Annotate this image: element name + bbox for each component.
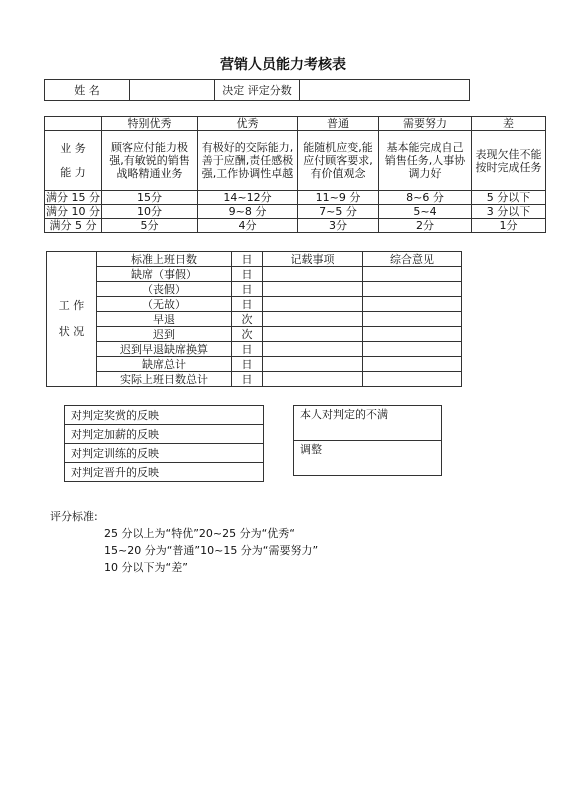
name-table — [44, 79, 470, 101]
opinion-cell[interactable] — [363, 357, 462, 372]
standard-line: 10 分以下为“差” — [104, 561, 188, 574]
record-cell[interactable] — [263, 267, 363, 282]
dissatisfaction-label: 本人对判定的不满 — [300, 408, 388, 421]
attendance-item: 实际上班日数总计 — [97, 372, 232, 387]
opinion-cell[interactable] — [363, 282, 462, 297]
opinion-cell[interactable] — [363, 327, 462, 342]
level-description: 基本能完成自己销售任务,人事协调力好 — [379, 131, 472, 191]
reflection-table — [64, 405, 264, 482]
record-cell[interactable] — [263, 312, 363, 327]
attendance-item: 迟到早退缺席换算 — [97, 342, 232, 357]
attendance-unit: 次 — [232, 327, 263, 342]
attendance-item: 缺席（事假） — [97, 267, 232, 282]
record-cell[interactable] — [263, 342, 363, 357]
attendance-unit: 日 — [232, 372, 263, 387]
ability-row-label — [45, 131, 102, 191]
opinion-cell[interactable] — [363, 342, 462, 357]
adjustment-label: 调整 — [300, 443, 322, 456]
score-cell: 5 分以下 — [472, 191, 546, 205]
score-cell: 15分 — [102, 191, 198, 205]
level-header: 特别优秀 — [102, 117, 198, 131]
ability-table — [44, 116, 546, 233]
attendance-unit: 日 — [232, 252, 263, 267]
ability-label-line: 业 务 — [60, 141, 86, 155]
attendance-unit: 日 — [232, 357, 263, 372]
opinion-cell[interactable] — [363, 312, 462, 327]
attendance-unit: 日 — [232, 342, 263, 357]
level-description: 能随机应变,能应付顾客要求,有价值观念 — [298, 131, 379, 191]
dissatisfaction-cell[interactable] — [294, 406, 442, 441]
reflection-item: 对判定晋升的反映 — [65, 463, 264, 482]
work-status-label — [47, 252, 97, 387]
reflection-item: 对判定奖赏的反映 — [65, 406, 264, 425]
attendance-table — [46, 251, 462, 387]
attendance-item: （丧假） — [97, 282, 232, 297]
reflection-item: 对判定训练的反映 — [65, 444, 264, 463]
opinion-cell[interactable] — [363, 372, 462, 387]
record-cell[interactable] — [263, 357, 363, 372]
decision-label: 决定 评定分数 — [215, 80, 300, 101]
standard-line: 25 分以上为“特优”20~25 分为“优秀“ — [104, 527, 295, 540]
dissatisfaction-table — [293, 405, 442, 476]
level-header: 普通 — [298, 117, 379, 131]
attendance-item: 标准上班日数 — [97, 252, 232, 267]
attendance-unit: 日 — [232, 297, 263, 312]
attendance-item: 缺席总计 — [97, 357, 232, 372]
opinion-header: 综合意见 — [363, 252, 462, 267]
score-cell: 3 分以下 — [472, 205, 546, 219]
score-cell: 14~12分 — [198, 191, 298, 205]
level-header: 需要努力 — [379, 117, 472, 131]
level-header: 差 — [472, 117, 546, 131]
level-description: 有极好的交际能力,善于应酬,责任感极强,工作协调性卓越 — [198, 131, 298, 191]
attendance-unit: 日 — [232, 282, 263, 297]
score-cell: 5~4 — [379, 205, 472, 219]
attendance-item: （无故） — [97, 297, 232, 312]
score-cell: 1分 — [472, 219, 546, 233]
page-title: 营销人员能力考核表 — [220, 57, 346, 73]
ability-corner-cell — [45, 117, 102, 131]
record-cell[interactable] — [263, 282, 363, 297]
attendance-item: 迟到 — [97, 327, 232, 342]
level-description: 表现欠佳不能按时完成任务 — [472, 131, 546, 191]
attendance-item: 早退 — [97, 312, 232, 327]
attendance-unit: 日 — [232, 267, 263, 282]
score-cell: 7~5 分 — [298, 205, 379, 219]
name-label: 姓 名 — [45, 80, 130, 101]
score-cell: 9~8 分 — [198, 205, 298, 219]
decision-value-cell[interactable] — [300, 80, 470, 101]
score-cell: 8~6 分 — [379, 191, 472, 205]
work-status-line: 工 作 — [58, 299, 85, 312]
record-cell[interactable] — [263, 372, 363, 387]
score-cell: 10分 — [102, 205, 198, 219]
standard-heading: 评分标准: — [50, 510, 98, 523]
record-header: 记载事项 — [263, 252, 363, 267]
record-cell[interactable] — [263, 297, 363, 312]
score-cell: 5分 — [102, 219, 198, 233]
score-cell: 3分 — [298, 219, 379, 233]
level-description: 顾客应付能力极强,有敏锐的销售战略精通业务 — [102, 131, 198, 191]
score-cell: 2分 — [379, 219, 472, 233]
opinion-cell[interactable] — [363, 267, 462, 282]
attendance-unit: 次 — [232, 312, 263, 327]
record-cell[interactable] — [263, 327, 363, 342]
scoring-standard — [50, 508, 318, 576]
ability-label-line: 能 力 — [60, 165, 86, 179]
adjustment-cell[interactable] — [294, 441, 442, 476]
name-value-cell[interactable] — [130, 80, 215, 101]
score-row-label: 满分 10 分 — [46, 205, 100, 218]
work-status-line: 状 况 — [58, 325, 85, 338]
opinion-cell[interactable] — [363, 297, 462, 312]
standard-line: 15~20 分为“普通”10~15 分为“需要努力” — [104, 544, 319, 557]
score-cell: 4分 — [198, 219, 298, 233]
score-row-label: 满分 5 分 — [45, 219, 102, 233]
reflection-item: 对判定加薪的反映 — [65, 425, 264, 444]
score-row-label: 满分 15 分 — [46, 191, 100, 204]
level-header: 优秀 — [198, 117, 298, 131]
score-cell: 11~9 分 — [298, 191, 379, 205]
